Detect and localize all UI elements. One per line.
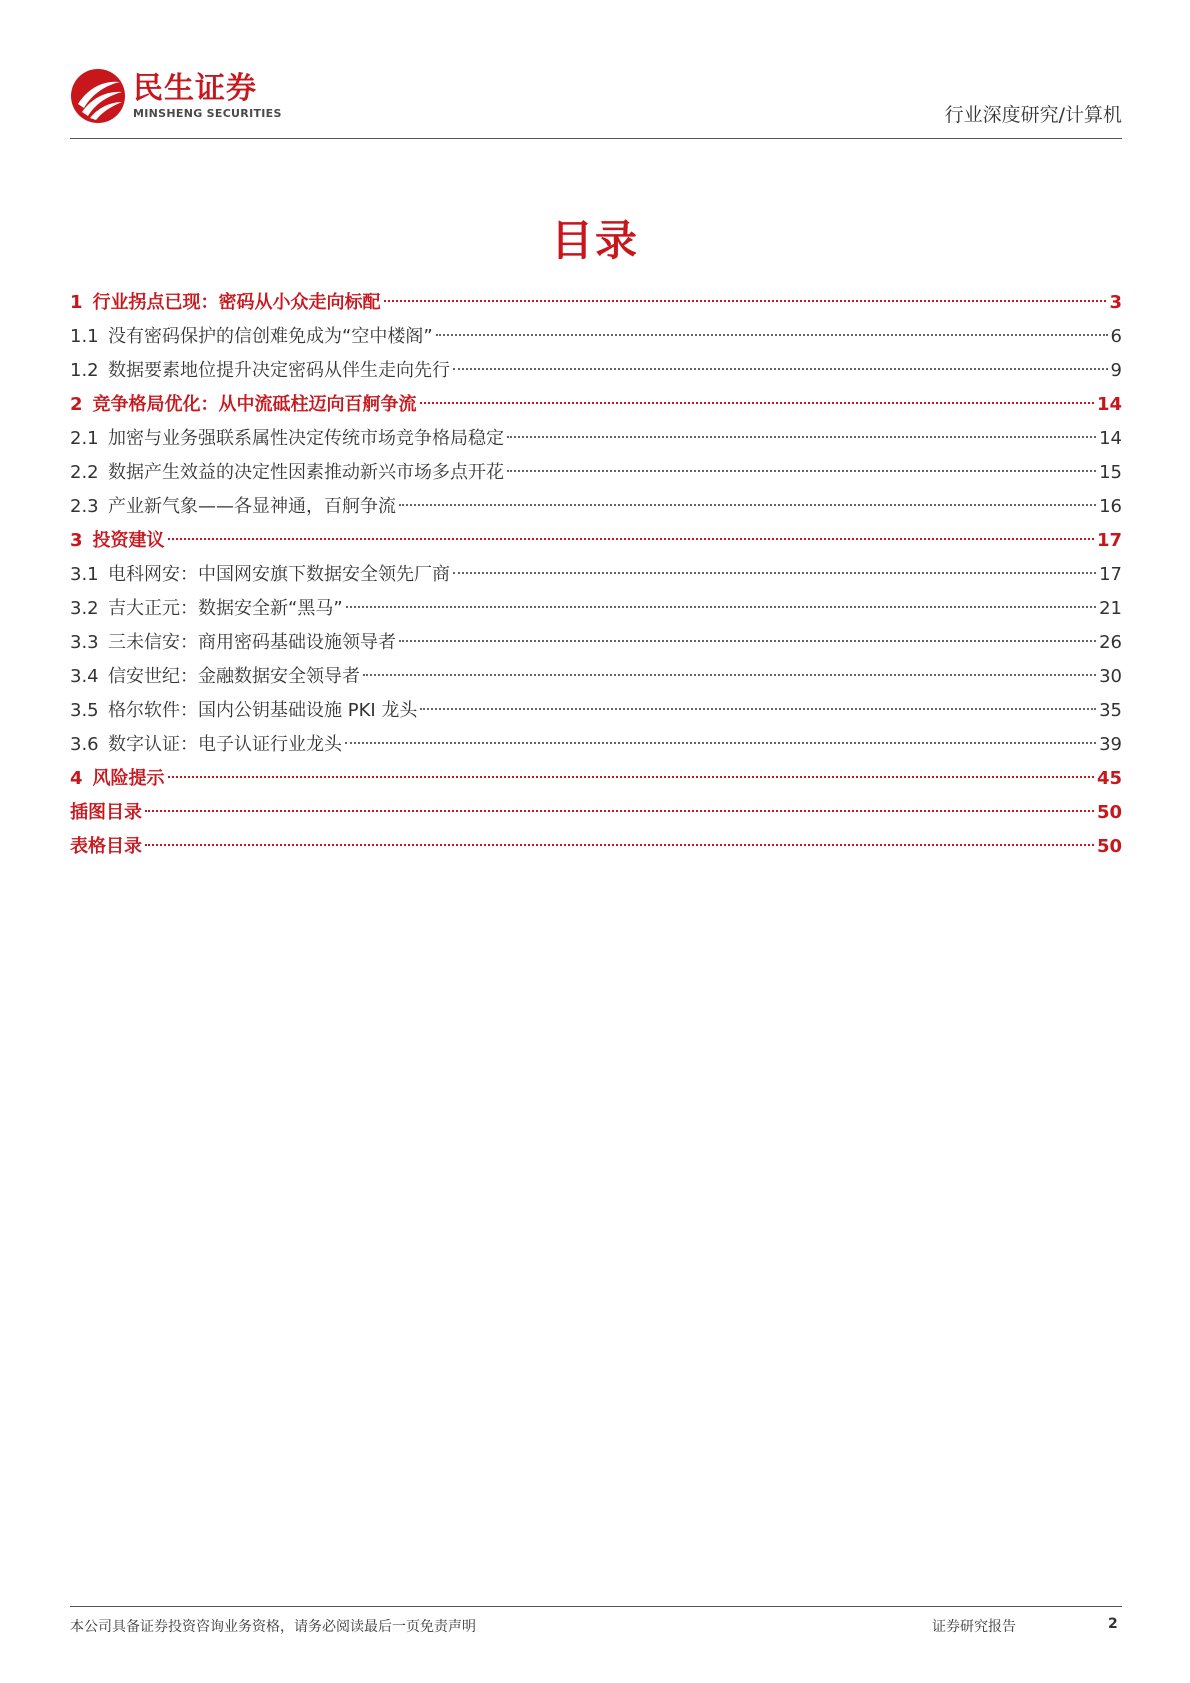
toc-leader-dots <box>145 844 1094 846</box>
toc-entry-title: 没有密码保护的信创难免成为“空中楼阁” <box>108 326 433 347</box>
toc-entry-page: 16 <box>1099 496 1122 517</box>
toc-entry[interactable] <box>70 558 1122 592</box>
toc-entry-number: 2 <box>70 394 83 415</box>
toc-entry-title: 风险提示 <box>92 768 165 789</box>
toc-entry-page: 39 <box>1099 734 1122 755</box>
toc-entry-page: 3 <box>1109 292 1122 313</box>
toc-leader-dots <box>399 504 1096 506</box>
toc-leader-dots <box>420 708 1096 710</box>
toc-entry-page: 15 <box>1099 462 1122 483</box>
minsheng-logo-icon <box>70 68 126 124</box>
toc-entry-title: 产业新气象——各显神通，百舸争流 <box>108 496 396 517</box>
toc-entry-number: 3.6 <box>70 734 99 755</box>
toc-entry-title: 电科网安：中国网安旗下数据安全领先厂商 <box>108 564 450 585</box>
toc-entry-number: 3.3 <box>70 632 99 653</box>
toc-entry-title: 竞争格局优化：从中流砥柱迈向百舸争流 <box>92 394 417 415</box>
toc-entry-number: 2.2 <box>70 462 99 483</box>
footer-report-type: 证券研究报告 <box>932 1619 1016 1635</box>
toc-entry-number: 3.1 <box>70 564 99 585</box>
toc-entry-title: 表格目录 <box>70 836 142 857</box>
toc-leader-dots <box>507 470 1096 472</box>
toc-entry-page: 50 <box>1096 836 1122 857</box>
toc-entry-number: 3.2 <box>70 598 99 619</box>
toc-leader-dots <box>346 606 1096 608</box>
toc-entry-number: 1.2 <box>70 360 99 381</box>
toc-entry[interactable] <box>70 660 1122 694</box>
company-logo <box>70 68 282 124</box>
toc-entry-page: 45 <box>1096 768 1122 789</box>
toc-leader-dots <box>168 776 1094 778</box>
toc-entry-page: 21 <box>1099 598 1122 619</box>
toc-entry-page: 30 <box>1099 666 1122 687</box>
page-number: 2 <box>1108 1616 1118 1632</box>
toc-entry-title: 三未信安：商用密码基础设施领导者 <box>108 632 396 653</box>
toc-entry[interactable] <box>70 286 1122 320</box>
toc-entry[interactable] <box>70 524 1122 558</box>
report-category: 行业深度研究/计算机 <box>944 104 1122 126</box>
toc-entry-page: 9 <box>1110 360 1122 381</box>
header-divider <box>70 138 1122 139</box>
toc-entry-page: 17 <box>1099 564 1122 585</box>
logo-english-name: MINSHENG SECURITIES <box>133 106 282 120</box>
toc-entry[interactable] <box>70 592 1122 626</box>
toc-entry-number: 3.4 <box>70 666 99 687</box>
toc-entry-page: 14 <box>1096 394 1122 415</box>
logo-chinese-name: 民生证券 <box>133 70 257 106</box>
toc-entry-number: 2.1 <box>70 428 99 449</box>
toc-leader-dots <box>168 538 1094 540</box>
toc-entry-title: 数字认证：电子认证行业龙头 <box>108 734 342 755</box>
toc-entry[interactable] <box>70 728 1122 762</box>
toc-entry-title: 吉大正元：数据安全新“黑马” <box>108 598 343 619</box>
footer-disclaimer: 本公司具备证券投资咨询业务资格，请务必阅读最后一页免责声明 <box>70 1619 476 1635</box>
toc-entry-page: 17 <box>1096 530 1122 551</box>
toc-leader-dots <box>145 810 1094 812</box>
toc-entry-title: 投资建议 <box>92 530 165 551</box>
toc-entry-number: 2.3 <box>70 496 99 517</box>
toc-entry[interactable] <box>70 490 1122 524</box>
toc-entry-title: 信安世纪：金融数据安全领导者 <box>108 666 360 687</box>
toc-entry-number: 3 <box>70 530 83 551</box>
toc-entry[interactable] <box>70 694 1122 728</box>
table-of-contents <box>70 286 1122 864</box>
toc-entry[interactable] <box>70 422 1122 456</box>
toc-title: 目录 <box>550 216 639 265</box>
toc-entry-number: 3.5 <box>70 700 99 721</box>
toc-entry-title: 数据要素地位提升决定密码从伴生走向先行 <box>108 360 450 381</box>
toc-entry-title: 加密与业务强联系属性决定传统市场竞争格局稳定 <box>108 428 504 449</box>
toc-entry-title: 格尔软件：国内公钥基础设施 PKI 龙头 <box>108 700 418 721</box>
toc-leader-dots <box>436 334 1108 336</box>
toc-entry[interactable] <box>70 762 1122 796</box>
toc-entry[interactable] <box>70 626 1122 660</box>
footer-divider <box>70 1606 1122 1607</box>
toc-entry-title: 数据产生效益的决定性因素推动新兴市场多点开花 <box>108 462 504 483</box>
toc-entry-number: 1 <box>70 292 83 313</box>
toc-leader-dots <box>363 674 1096 676</box>
toc-entry-page: 6 <box>1110 326 1122 347</box>
toc-leader-dots <box>507 436 1096 438</box>
toc-entry-title: 行业拐点已现：密码从小众走向标配 <box>92 292 381 313</box>
toc-entry[interactable] <box>70 830 1122 864</box>
toc-leader-dots <box>399 640 1096 642</box>
toc-leader-dots <box>384 300 1107 302</box>
toc-entry-page: 14 <box>1099 428 1122 449</box>
toc-entry[interactable] <box>70 354 1122 388</box>
toc-entry-number: 1.1 <box>70 326 99 347</box>
toc-entry[interactable] <box>70 456 1122 490</box>
toc-leader-dots <box>420 402 1094 404</box>
toc-leader-dots <box>453 368 1108 370</box>
toc-entry[interactable] <box>70 796 1122 830</box>
toc-entry[interactable] <box>70 388 1122 422</box>
toc-leader-dots <box>345 742 1096 744</box>
toc-entry-page: 35 <box>1099 700 1122 721</box>
toc-leader-dots <box>453 572 1096 574</box>
toc-entry[interactable] <box>70 320 1122 354</box>
toc-entry-number: 4 <box>70 768 83 789</box>
toc-entry-title: 插图目录 <box>70 802 142 823</box>
page-header <box>70 58 1122 138</box>
toc-entry-page: 50 <box>1096 802 1122 823</box>
toc-entry-page: 26 <box>1099 632 1122 653</box>
